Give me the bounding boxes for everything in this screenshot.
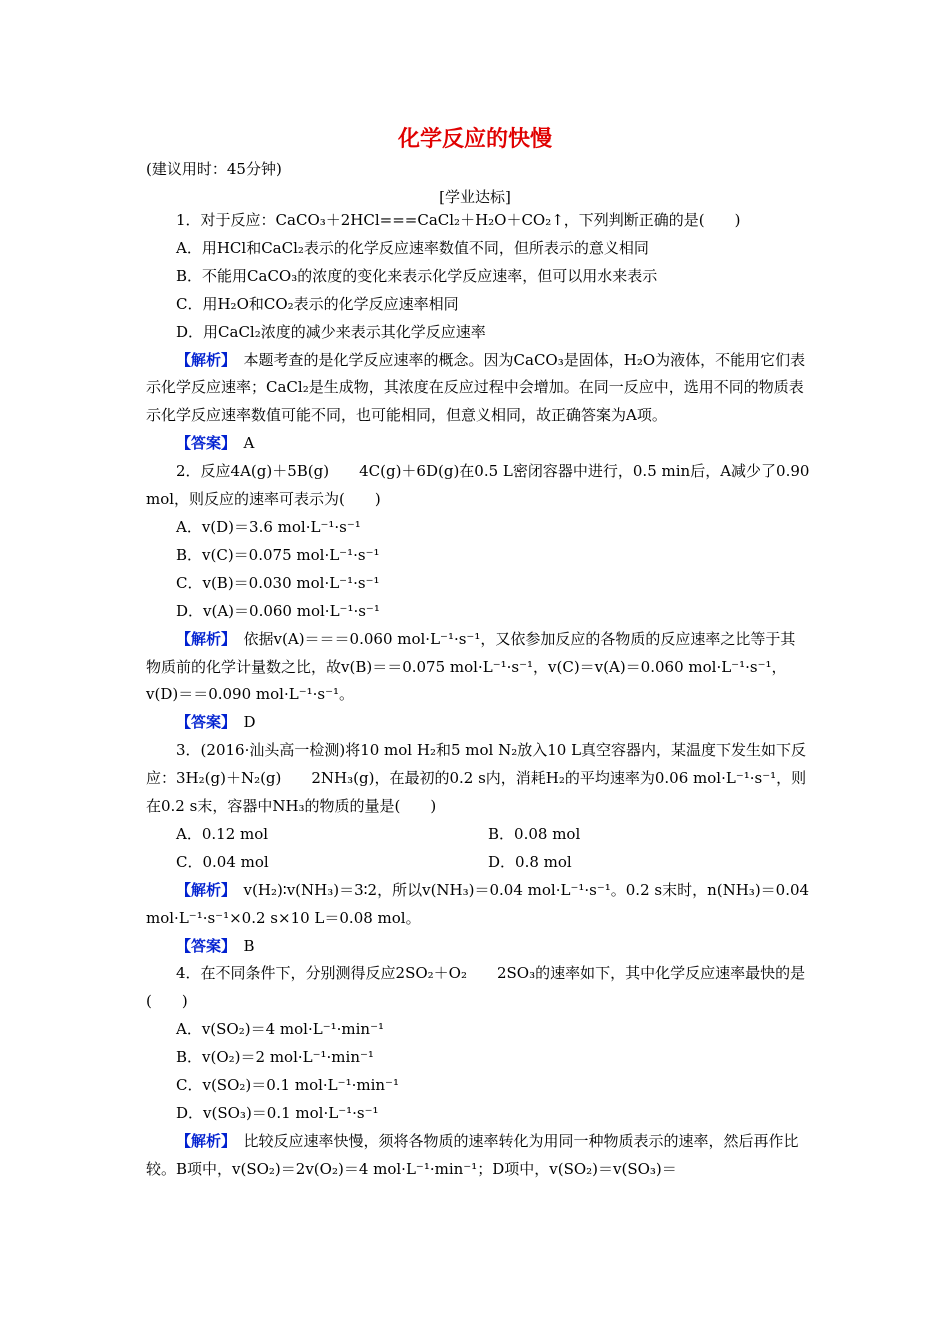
q4-option-d: D．v(SO₃)＝0.1 mol·L⁻¹·s⁻¹ bbox=[176, 1104, 379, 1122]
q1-option-b: B．不能用CaCO₃的浓度的变化来表示化学反应速率，但可以用水来表示 bbox=[176, 266, 658, 285]
suggested-time: (建议用时：45分钟) bbox=[146, 160, 282, 178]
analysis-label: 【解析】 bbox=[176, 629, 229, 648]
q1-analysis-text: 本题考查的是化学反应速率的概念。因为CaCO₃是固体，H₂O为液体，不能用它们表示化学反应速率；CaCl₂是生成物，其浓度在反应过程中会增加。在同一反应中，选用不同的物质表示化学反应速率数值可能不同，也可能相同，但意义相同，故正确答案为A项。 bbox=[146, 350, 806, 425]
q1-analysis bbox=[146, 347, 810, 431]
q3-option-a: A．0.12 mol bbox=[176, 824, 269, 843]
q3-analysis bbox=[146, 877, 810, 933]
q3-answer-value: B bbox=[243, 936, 255, 955]
q1-answer-value: A bbox=[243, 434, 255, 453]
q1-stem: 1．对于反应：CaCO₃＋2HCl===CaCl₂＋H₂O＋CO₂↑，下列判断正确的是( ) bbox=[176, 211, 741, 229]
q2-answer bbox=[146, 709, 810, 737]
section-heading: [学业达标] bbox=[439, 188, 511, 206]
q1-option-d: D．用CaCl₂浓度的减少来表示其化学反应速率 bbox=[176, 322, 486, 341]
q2-option-c: C．v(B)＝0.030 mol·L⁻¹·s⁻¹ bbox=[176, 573, 380, 592]
analysis-label: 【解析】 bbox=[176, 1131, 229, 1150]
q4-stem: 4．在不同条件下，分别测得反应2SO₂＋O₂ 2SO₃的速率如下，其中化学反应速率最快的是( ) bbox=[146, 964, 806, 1011]
exercise-content bbox=[146, 207, 810, 1184]
q2-option-a: A．v(D)＝3.6 mol·L⁻¹·s⁻¹ bbox=[176, 517, 361, 536]
q2-option-d: D．v(A)＝0.060 mol·L⁻¹·s⁻¹ bbox=[176, 601, 380, 620]
q2-stem: 2．反应4A(g)＋5B(g) 4C(g)＋6D(g)在0.5 L密闭容器中进行，0.5 min后，A减少了0.90 mol，则反应的速率可表示为( ) bbox=[146, 462, 810, 509]
q4-analysis-text: 比较反应速率快慢，须将各物质的速率转化为用同一种物质表示的速率，然后再作比较。B项中，v(SO₂)＝2v(O₂)＝4 mol·L⁻¹·min⁻¹；D项中，v(SO₂)＝v(SO₃)＝ bbox=[146, 1131, 799, 1178]
q4-option-b: B．v(O₂)＝2 mol·L⁻¹·min⁻¹ bbox=[176, 1048, 374, 1067]
q3-option-c: C．0.04 mol bbox=[176, 852, 269, 871]
q3-option-d: D．0.8 mol bbox=[488, 852, 572, 871]
q3-options-row-2 bbox=[146, 849, 810, 877]
q2-answer-value: D bbox=[243, 713, 256, 732]
q1-option-a: A．用HCl和CaCl₂表示的化学反应速率数值不同，但所表示的意义相同 bbox=[176, 238, 649, 257]
page-title: 化学反应的快慢 bbox=[397, 127, 552, 152]
q4-option-c: C．v(SO₂)＝0.1 mol·L⁻¹·min⁻¹ bbox=[176, 1076, 399, 1095]
q3-answer bbox=[146, 933, 810, 961]
q3-analysis-text: v(H₂)∶v(NH₃)＝3∶2，所以v(NH₃)＝0.04 mol·L⁻¹·s⁻¹。0.2 s末时，n(NH₃)＝0.04 mol·L⁻¹·s⁻¹×0.2 s×10 L＝0.08 mol。 bbox=[146, 880, 810, 927]
q3-stem: 3．(2016·汕头高一检测)将10 mol H₂和5 mol N₂放入10 L真空容器内，某温度下发生如下反应：3H₂(g)＋N₂(g) 2NH₃(g)，在最初的0.2 s内，消耗H₂的平均速率为0.06 mol·L⁻¹·s⁻¹，则在0.2 s末，容器中NH₃的物质的量是( ) bbox=[146, 741, 807, 816]
q2-analysis bbox=[146, 626, 810, 710]
analysis-label: 【解析】 bbox=[176, 880, 229, 899]
answer-label: 【答案】 bbox=[176, 434, 229, 453]
q2-option-b: B．v(C)＝0.075 mol·L⁻¹·s⁻¹ bbox=[176, 545, 380, 564]
analysis-label: 【解析】 bbox=[176, 350, 229, 369]
answer-label: 【答案】 bbox=[176, 713, 229, 732]
q4-option-a: A．v(SO₂)＝4 mol·L⁻¹·min⁻¹ bbox=[176, 1020, 385, 1039]
q3-option-b: B．0.08 mol bbox=[488, 824, 581, 843]
answer-label: 【答案】 bbox=[176, 936, 229, 955]
q4-analysis bbox=[146, 1128, 810, 1184]
q3-options-row-1 bbox=[146, 821, 810, 849]
q2-analysis-text: 依据v(A)＝＝＝0.060 mol·L⁻¹·s⁻¹，又依参加反应的各物质的反应速率之比等于其物质前的化学计量数之比，故v(B)＝＝0.075 mol·L⁻¹·s⁻¹，v(C)＝v(A)＝0.060 mol·L⁻¹·s⁻¹，v(D)＝＝0.090 mol·L⁻¹·s⁻¹。 bbox=[146, 629, 796, 704]
q1-option-c: C．用H₂O和CO₂表示的化学反应速率相同 bbox=[176, 294, 459, 313]
q1-answer bbox=[146, 430, 810, 458]
